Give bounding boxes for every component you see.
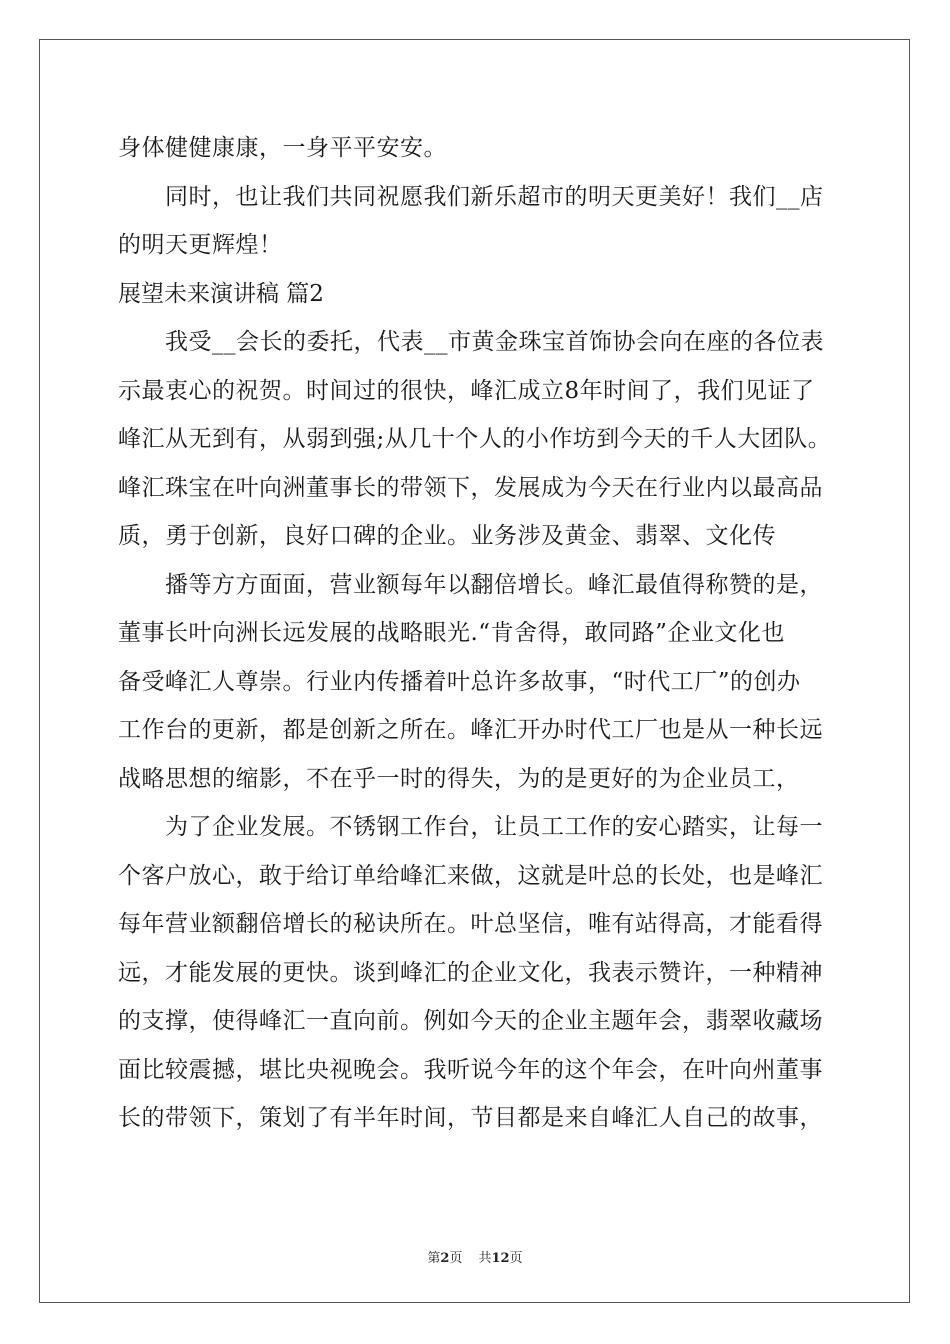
- text-line: 同时，也让我们共同祝愿我们新乐超市的明天更美好！我们__店: [165, 183, 824, 210]
- page-footer: [0, 1247, 950, 1266]
- text-line: 的支撑，使得峰汇一直向前。例如今天的企业主题年会，翡翠收藏场: [118, 1008, 823, 1034]
- text-line: 长的带领下，策划了有半年时间，节目都是来自峰汇人自己的故事，: [118, 1105, 823, 1131]
- section-heading: 展望未来演讲稿 篇2: [118, 280, 324, 307]
- text-line: 董事长叶向洲长远发展的战略眼光.“肯舍得，敢同路”企业文化也: [118, 620, 785, 646]
- document-body: [118, 124, 858, 1143]
- footer-total-prefix: 共: [478, 1251, 492, 1266]
- footer-page-word: 页: [449, 1251, 463, 1266]
- text-line: 的明天更辉煌！: [118, 232, 283, 258]
- footer-prefix: 第: [427, 1251, 441, 1266]
- text-line: 示最衷心的祝贺。时间过的很快，峰汇成立8年时间了，我们见证了: [118, 377, 815, 404]
- text-line: 峰汇珠宝在叶向洲董事长的带领下，发展成为今天在行业内以最高品: [118, 474, 823, 501]
- text-line: 战略思想的缩影，不在乎一时的得失，为的是更好的为企业员工，: [118, 765, 800, 792]
- text-line: 每年营业额翻倍增长的秘诀所在。叶总坚信，唯有站得高，才能看得: [118, 911, 823, 937]
- footer-total-pages: 12: [491, 1251, 510, 1266]
- text-line: 工作台的更新，都是创新之所在。峰汇开办时代工厂也是从一种长远: [118, 717, 823, 743]
- text-line: 播等方方面面，营业额每年以翻倍增长。峰汇最值得称赞的是，: [165, 571, 823, 598]
- text-line: 备受峰汇人尊崇。行业内传播着叶总许多故事，“时代工厂”的创办: [118, 668, 801, 695]
- footer-total-suffix: 页: [509, 1251, 523, 1266]
- text-line: 面比较震撼，堪比央视晚会。我听说今年的这个年会，在叶向州董事: [118, 1056, 823, 1083]
- text-line: 峰汇从无到有，从弱到强;从几十个人的小作坊到今天的千人大团队。: [118, 426, 832, 452]
- text-line: 个客户放心，敢于给订单给峰汇来做，这就是叶总的长处，也是峰汇: [118, 862, 823, 889]
- text-line: 我受__会长的委托，代表__市黄金珠宝首饰协会向在座的各位表: [165, 329, 824, 355]
- footer-current-page: 2: [440, 1251, 450, 1266]
- text-line: 质，勇于创新，良好口碑的企业。业务涉及黄金、翡翠、文化传: [118, 523, 776, 549]
- text-line: 远，才能发展的更快。谈到峰汇的企业文化，我表示赞许，一种精神: [118, 959, 823, 986]
- text-line: 身体健健康康，一身平平安安。: [118, 135, 447, 161]
- text-line: 为了企业发展。不锈钢工作台，让员工工作的安心踏实，让每一: [165, 814, 823, 840]
